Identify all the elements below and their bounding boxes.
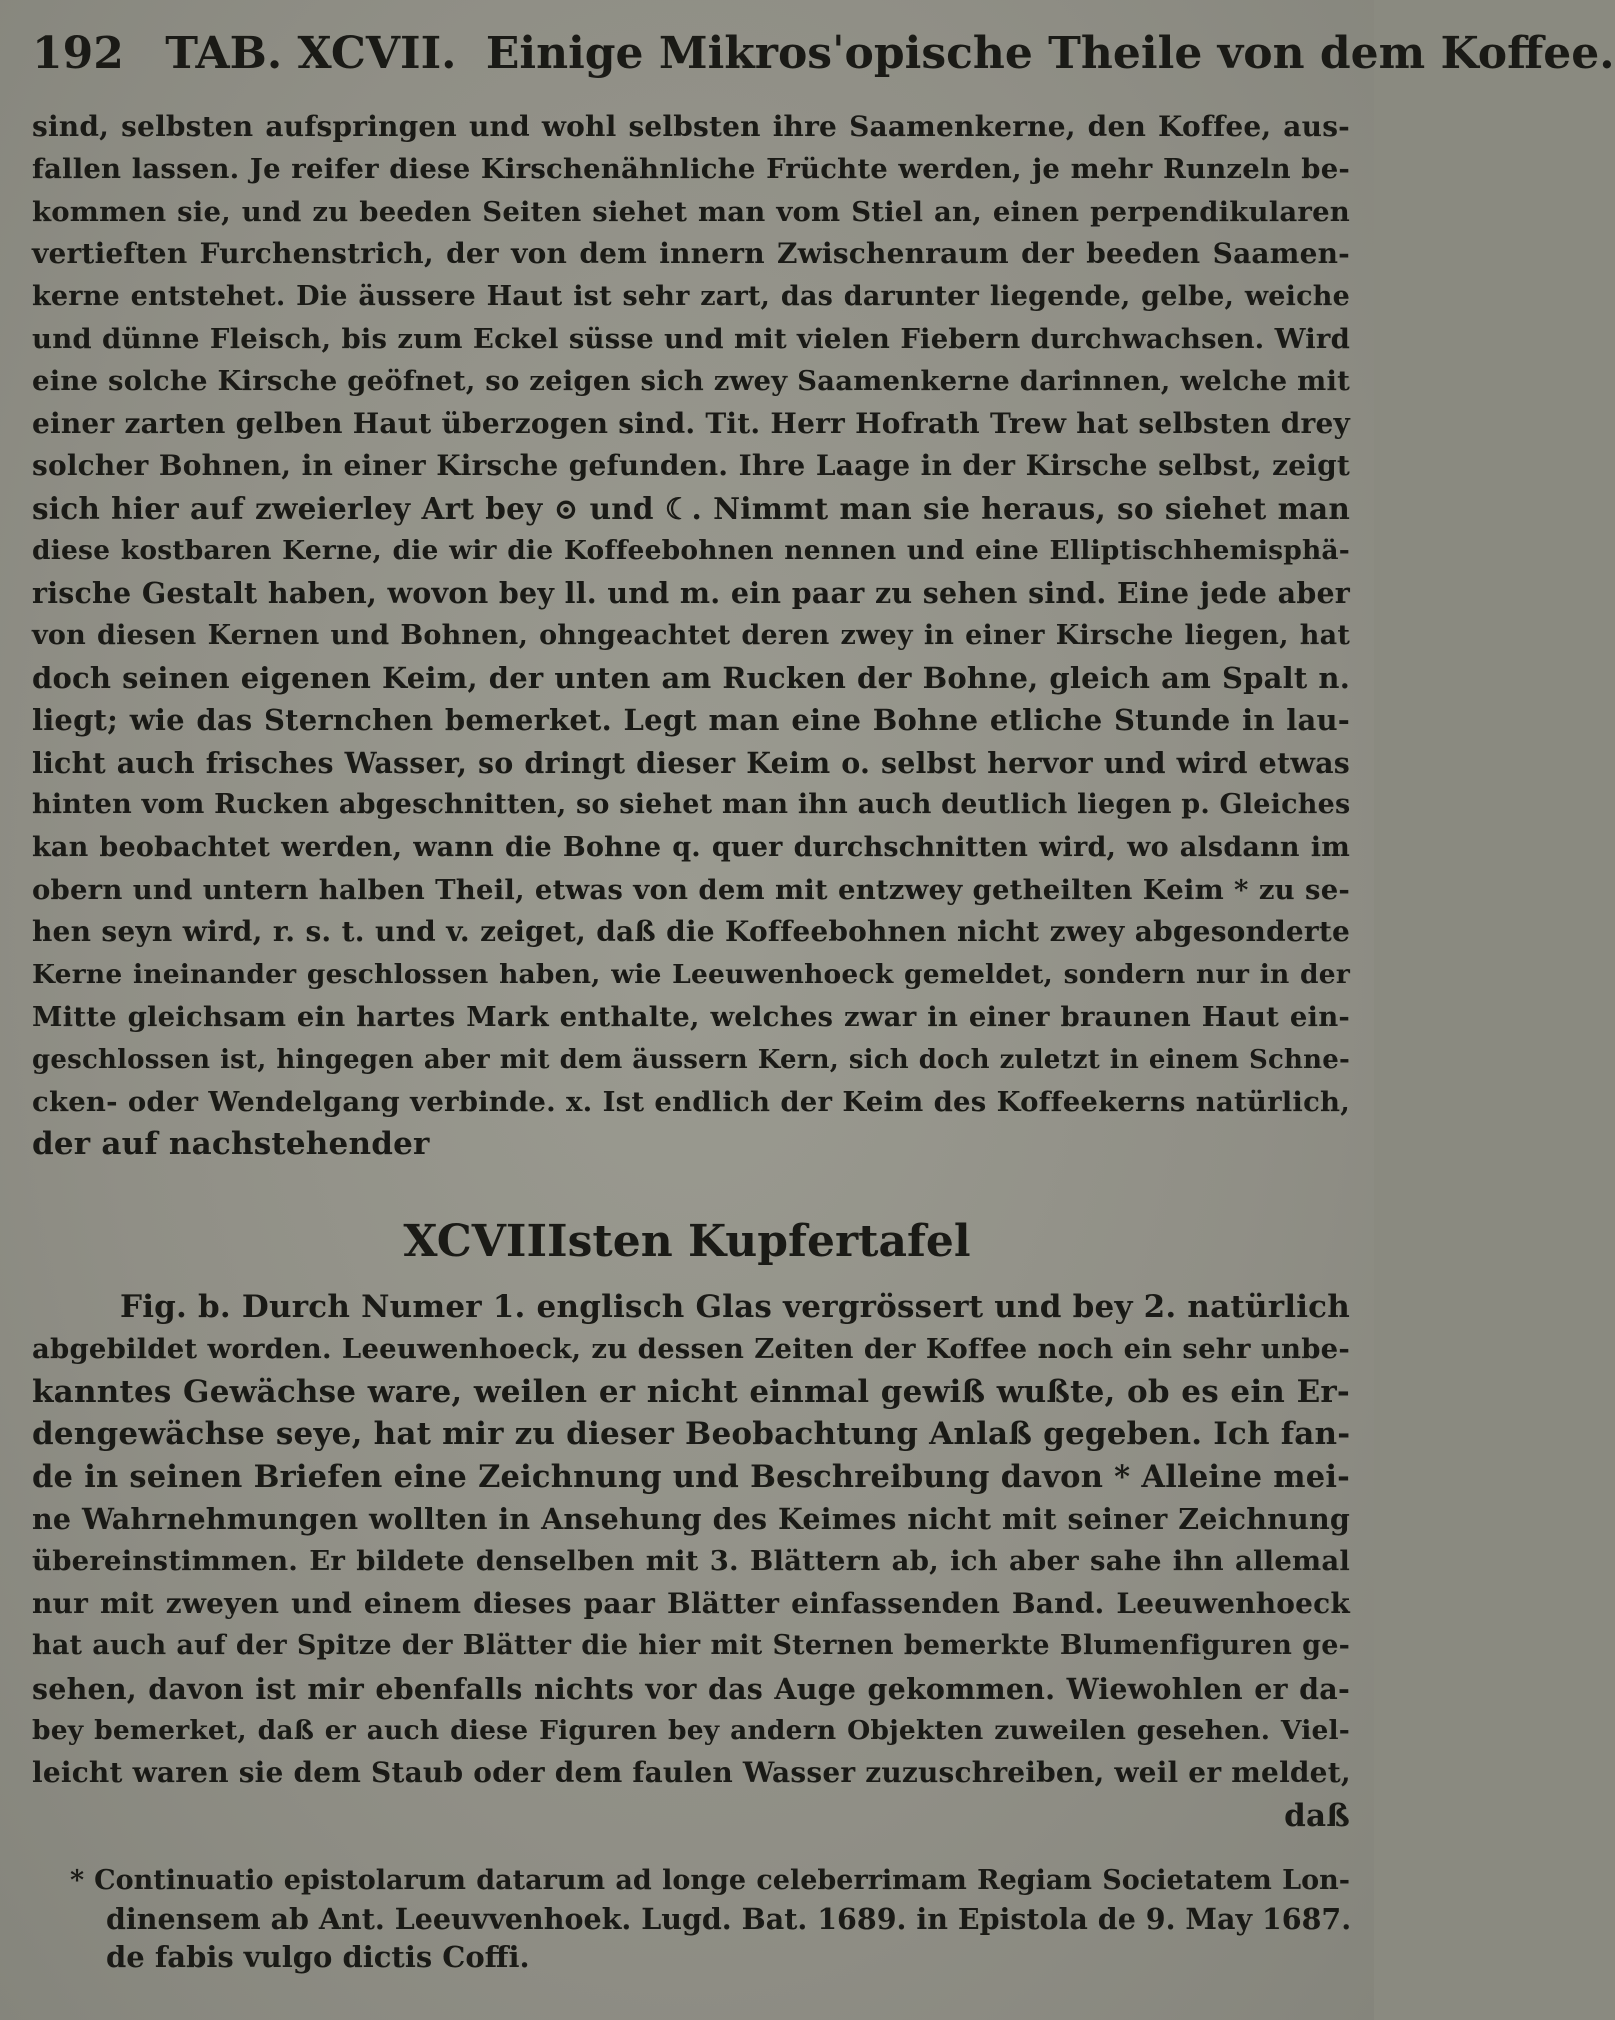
text-line: hen seyn wird, r. s. t. und v. zeiget, daß die Koffeebohnen nicht zwey abgesonderte: [32, 915, 1350, 949]
footnote: [70, 1862, 1350, 1976]
text-line: eine solche Kirsche geöfnet, so zeigen sich zwey Saamenkerne darinnen, welche mit: [32, 365, 1350, 398]
footnote-marker: *: [70, 1865, 85, 1896]
section-title: XCVIIIsten Kupfertafel: [403, 1216, 971, 1267]
text-line: de in seinen Briefen eine Zeichnung und Beschreibung davon * Alleine mei-: [32, 1458, 1350, 1495]
text-line: sehen, davon ist mir ebenfalls nichts vor das Auge gekommen. Wiewohlen er da-: [32, 1671, 1350, 1706]
text-line: vertieften Furchenstrich, der von dem innern Zwischenraum der beeden Saamen-: [32, 237, 1350, 271]
text-line: rische Gestalt haben, wovon bey ll. und m. ein paar zu sehen sind. Eine jede aber: [32, 576, 1350, 611]
catchword: daß: [1284, 1797, 1350, 1834]
text-line: dengewächse seye, hat mir zu dieser Beobachtung Anlaß gegeben. Ich fan-: [32, 1416, 1351, 1453]
text-line: diese kostbaren Kerne, die wir die Koffeebohnen nennen und eine Elliptischhemisphä-: [32, 534, 1350, 566]
text-line: der auf nachstehender: [32, 1126, 430, 1163]
text-line: hinten vom Rucken abgeschnitten, so siehet man ihn auch deutlich liegen p. Gleiches: [32, 789, 1351, 821]
text-line: sich hier auf zweierley Art bey ⊙ und ☾. Nimmt man sie heraus, so siehet man: [32, 490, 1350, 526]
text-line: sind, selbsten aufspringen und wohl selbsten ihre Saamenkerne, den Koffee, aus-: [32, 110, 1350, 143]
second-paragraph: [32, 1286, 1350, 1837]
text-line: geschlossen ist, hingegen aber mit dem äussern Kern, sich doch zuletzt in einem Schne-: [32, 1044, 1350, 1075]
text-line: übereinstimmen. Er bildete denselben mit 3. Blättern ab, ich aber sahe ihn allemal: [32, 1545, 1350, 1578]
text-line: nur mit zweyen und einem dieses paar Blätter einfassenden Band. Leeuwenhoeck: [32, 1586, 1350, 1620]
plate-label: TAB. XCVII.: [165, 28, 457, 79]
text-line: ne Wahrnehmungen wollten in Ansehung des Keimes nicht mit seiner Zeichnung: [32, 1501, 1350, 1536]
footnote-line: de fabis vulgo dictis Coffi.: [106, 1940, 530, 1974]
text-line: obern und untern halben Theil, etwas von dem mit entzwey getheilten Keim * zu se-: [32, 874, 1350, 907]
page-number: 192: [32, 28, 124, 79]
text-line: einer zarten gelben Haut überzogen sind. Tit. Herr Hofrath Trew hat selbsten drey: [32, 406, 1350, 440]
page-heading: Einige Mikrosˈopische Theile von dem Koffee.: [485, 28, 1615, 79]
text-line: kommen sie, und zu beeden Seiten siehet man vom Stiel an, einen perpendikularen: [32, 195, 1350, 228]
text-line: cken- oder Wendelgang verbinde. x. Ist endlich der Keim des Koffeekerns natürlich,: [32, 1085, 1350, 1118]
text-line: licht auch frisches Wasser, so dringt dieser Keim o. selbst hervor und wird etwas: [32, 745, 1350, 780]
main-paragraph: [32, 106, 1350, 1166]
text-line: doch seinen eigenen Keim, der unten am Rucken der Bohne, gleich am Spalt n.: [32, 661, 1350, 696]
text-line: Kerne ineinander geschlossen haben, wie Leeuwenhoeck gemeldet, sondern nur in der: [32, 958, 1350, 990]
footnote-line: [70, 1862, 1350, 1900]
text-line: fallen lassen. Je reifer diese Kirschenähnliche Früchte werden, je mehr Runzeln be-: [32, 153, 1350, 186]
footnote-text: Continuatio epistolarum datarum ad longe celeberrimam Regiam Societatem Lon-: [94, 1865, 1350, 1896]
footnote-line: dinensem ab Ant. Leeuvvenhoek. Lugd. Bat. 1689. in Epistola de 9. May 1687.: [106, 1902, 1352, 1936]
text-line: solcher Bohnen, in einer Kirsche gefunden. Ihre Laage in der Kirsche selbst, zeigt: [32, 449, 1350, 483]
text-line: von diesen Kernen und Bohnen, ohngeachtet deren zwey in einer Kirsche liegen, hat: [32, 619, 1350, 651]
text-line: leicht waren sie dem Staub oder dem faulen Wasser zuzuschreiben, weil er meldet,: [32, 1756, 1351, 1790]
text-line: Fig. b. Durch Numer 1. englisch Glas vergrössert und bey 2. natürlich: [120, 1289, 1350, 1325]
text-line: kanntes Gewächse ware, weilen er nicht einmal gewiß wußte, ob es ein Er-: [32, 1373, 1350, 1410]
text-line: abgebildet worden. Leeuwenhoeck, zu dessen Zeiten der Koffee noch ein sehr unbe-: [32, 1333, 1350, 1366]
text-line: hat auch auf der Spitze der Blätter die hier mit Sternen bemerkte Blumenfiguren ge-: [32, 1630, 1350, 1662]
text-line: bey bemerket, daß er auch diese Figuren bey andern Objekten zuweilen gesehen. Viel-: [32, 1714, 1350, 1746]
running-header: [32, 24, 1615, 84]
text-line: kan beobachtet werden, wann die Bohne q. quer durchschnitten wird, wo alsdann im: [32, 831, 1350, 863]
text-line: und dünne Fleisch, bis zum Eckel süsse und mit vielen Fiebern durchwachsen. Wird: [32, 322, 1350, 355]
text-line: liegt; wie das Sternchen bemerket. Legt man eine Bohne etliche Stunde in lau-: [32, 703, 1350, 738]
text-line: Mitte gleichsam ein hartes Mark enthalte, welches zwar in einer braunen Haut ein-: [32, 1001, 1350, 1034]
text-line: kerne entstehet. Die äussere Haut ist sehr zart, das darunter liegende, gelbe, weiche: [32, 280, 1350, 312]
